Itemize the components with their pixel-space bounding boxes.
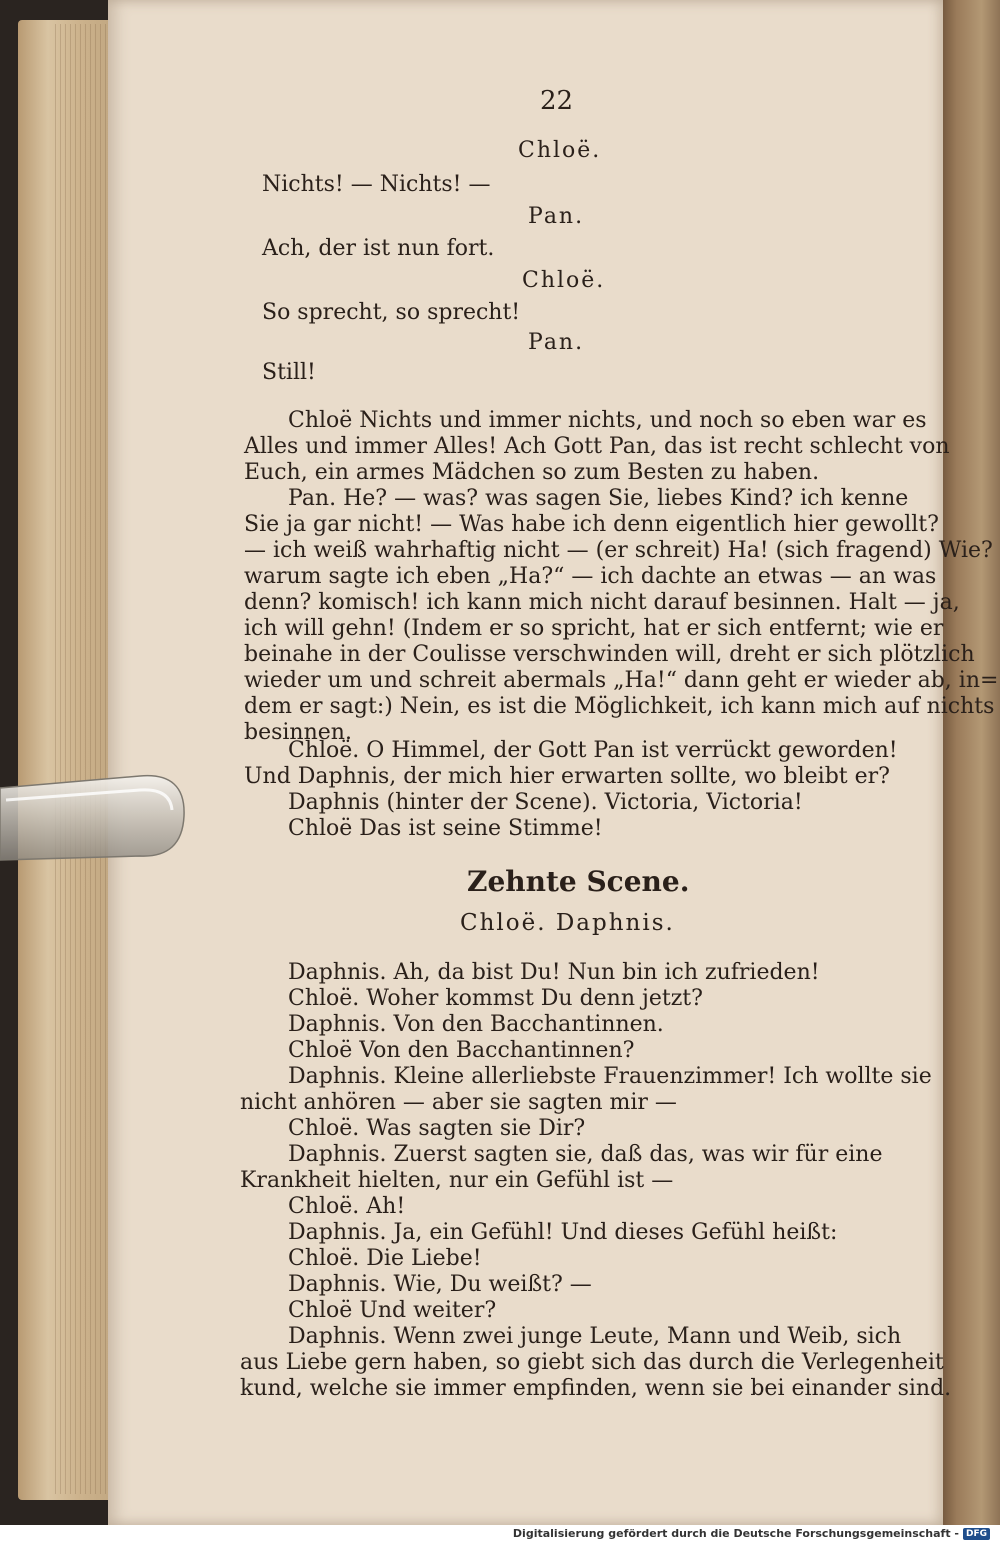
dialogue-line: Chloë Und weiter?: [288, 1298, 497, 1323]
footer-credit-text: Digitalisierung gefördert durch die Deutsche Forschungsgemeinschaft -: [512, 1527, 959, 1540]
dialogue-line: Daphnis. Ah, da bist Du! Nun bin ich zufrieden!: [288, 960, 820, 985]
prose-line: Und Daphnis, der mich hier erwarten sollte, wo bleibt er?: [244, 764, 890, 789]
speaker-label: Chloë.: [518, 138, 602, 163]
dialogue-line: Nichts! — Nichts! —: [262, 172, 491, 197]
speaker-label: Pan.: [528, 330, 585, 355]
prose-line: — ich weiß wahrhaftig nicht — (er schreit) Ha! (sich fragend) Wie?: [244, 538, 993, 563]
dialogue-line: Daphnis. Wenn zwei junge Leute, Mann und Weib, sich: [288, 1324, 902, 1349]
footer-strip: [0, 1525, 1000, 1547]
prose-line: Chloë Das ist seine Stimme!: [288, 816, 603, 841]
dialogue-line: Chloë. Die Liebe!: [288, 1246, 482, 1271]
prose-line: ich will gehn! (Indem er so spricht, hat er sich entfernt; wie er: [244, 616, 944, 641]
speaker-label: Pan.: [528, 204, 585, 229]
dialogue-line: Chloë. Was sagten sie Dir?: [288, 1116, 586, 1141]
dfg-logo: DFG: [963, 1528, 990, 1540]
dialogue-line: Still!: [262, 360, 316, 385]
prose-line: Chloë. O Himmel, der Gott Pan ist verrückt geworden!: [288, 738, 898, 763]
prose-line: besinnen.: [244, 720, 352, 745]
speaker-label: Chloë.: [522, 268, 606, 293]
dialogue-line: Daphnis. Zuerst sagten sie, daß das, was wir für eine: [288, 1142, 883, 1167]
scene-heading: Zehnte Scene.: [467, 865, 690, 898]
page-number: 22: [540, 86, 574, 116]
dialogue-line: Ach, der ist nun fort.: [262, 236, 495, 261]
glass-page-holder: [0, 770, 186, 866]
prose-line: Pan. He? — was? was sagen Sie, liebes Kind? ich kenne: [288, 486, 909, 511]
prose-line: warum sagte ich eben „Ha?“ — ich dachte an etwas — an was: [244, 564, 937, 589]
dialogue-line: Krankheit hielten, nur ein Gefühl ist —: [240, 1168, 674, 1193]
book-right-edge: [938, 0, 1000, 1525]
prose-line: Daphnis (hinter der Scene). Victoria, Victoria!: [288, 790, 803, 815]
book-page-stack: [55, 24, 110, 1494]
prose-line: Sie ja gar nicht! — Was habe ich denn eigentlich hier gewollt?: [244, 512, 939, 537]
prose-line: Alles und immer Alles! Ach Gott Pan, das ist recht schlecht von: [244, 434, 950, 459]
dialogue-line: Daphnis. Wie, Du weißt? —: [288, 1272, 592, 1297]
prose-line: Chloë Nichts und immer nichts, und noch so eben war es: [288, 408, 927, 433]
footer-credit: [513, 1527, 990, 1540]
dialogue-line: nicht anhören — aber sie sagten mir —: [240, 1090, 677, 1115]
dialogue-line: Daphnis. Kleine allerliebste Frauenzimmer! Ich wollte sie: [288, 1064, 932, 1089]
dialogue-line: Daphnis. Ja, ein Gefühl! Und dieses Gefühl heißt:: [288, 1220, 838, 1245]
prose-line: dem er sagt:) Nein, es ist die Möglichkeit, ich kann mich auf nichts: [244, 694, 995, 719]
prose-line: wieder um und schreit abermals „Ha!“ dann geht er wieder ab, in=: [244, 668, 999, 693]
dialogue-line: kund, welche sie immer empfinden, wenn sie bei einander sind.: [240, 1376, 952, 1401]
prose-line: denn? komisch! ich kann mich nicht darauf besinnen. Halt — ja,: [244, 590, 960, 615]
dialogue-line: Chloë. Ah!: [288, 1194, 406, 1219]
dialogue-line: Daphnis. Von den Bacchantinnen.: [288, 1012, 664, 1037]
dialogue-line: So sprecht, so sprecht!: [262, 300, 521, 325]
prose-line: Euch, ein armes Mädchen so zum Besten zu haben.: [244, 460, 820, 485]
scene-cast: Chloë. Daphnis.: [460, 910, 675, 936]
dialogue-line: aus Liebe gern haben, so giebt sich das durch die Verlegenheit: [240, 1350, 944, 1375]
prose-line: beinahe in der Coulisse verschwinden will, dreht er sich plötzlich: [244, 642, 975, 667]
dialogue-line: Chloë. Woher kommst Du denn jetzt?: [288, 986, 703, 1011]
dialogue-line: Chloë Von den Bacchantinnen?: [288, 1038, 635, 1063]
